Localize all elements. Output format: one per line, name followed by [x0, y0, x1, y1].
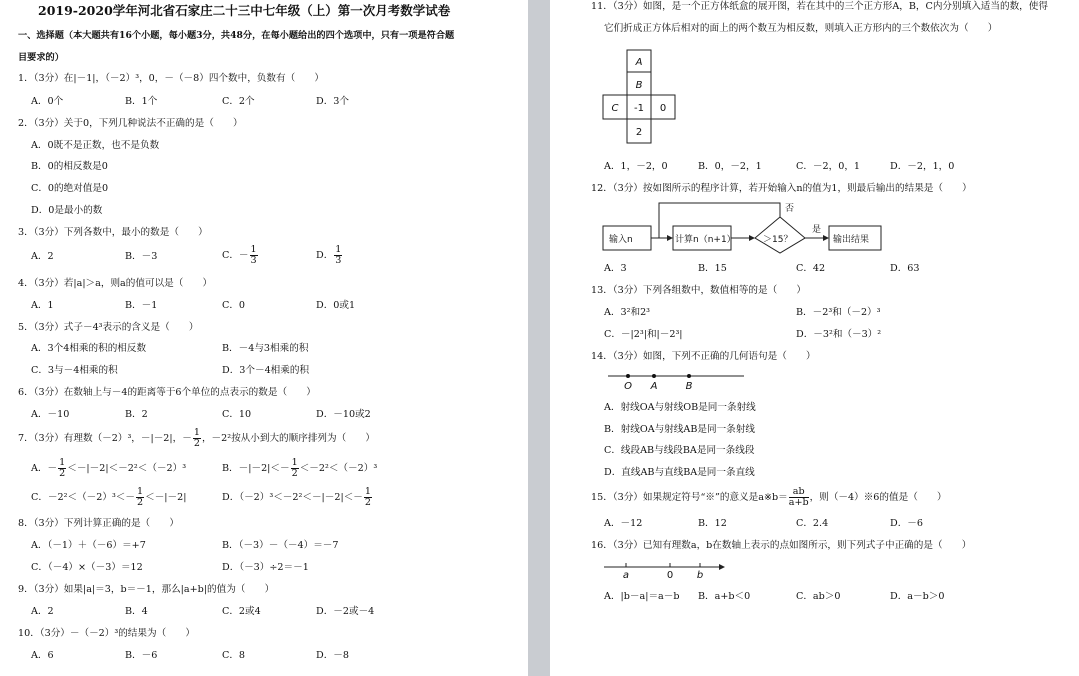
page-title: 2019-2020学年河北省石家庄二十三中七年级（上）第一次月考数学试卷 [38, 3, 451, 18]
net-cell-zero: 0 [659, 103, 667, 114]
number-line-b: b [696, 570, 704, 581]
number-line-figure [602, 560, 727, 582]
q7-option-c: C．－2²＜（－2）³＜－ $\frac{1}{2}$ ＜－|－2| [31, 486, 187, 508]
q3-option-a: A．2 [31, 251, 54, 262]
q16-option-a: A．|b－a|＝a－b [604, 591, 680, 602]
flow-box-output: 输出结果 [833, 235, 870, 245]
q4-option-c: C．0 [222, 300, 246, 311]
q9-stem: 9．（3分）如果|a|＝3，b＝－1，那么|a+b|的值为（ ） [18, 584, 275, 595]
q2-stem: 2．（3分）关于0，下列几种说法不正确的是（ ） [18, 118, 243, 129]
cube-net-figure [600, 45, 680, 153]
q15-option-a: A．－12 [604, 518, 643, 529]
q7-option-d: D．（－2）³＜－2²＜－|－2|＜－ $\frac{1}{2}$ [222, 486, 372, 508]
fraction: $\frac{1}{2}$ [364, 486, 372, 508]
q10-stem: 10．（3分）－（－2）³的结果为（ ） [18, 628, 195, 639]
q16-option-d: D．a－b＞0 [890, 591, 945, 602]
q2-option-c: C．0的绝对值是0 [31, 183, 109, 194]
q3-stem: 3．（3分）下列各数中，最小的数是（ ） [18, 227, 208, 238]
q14-option-c: C．线段AB与线段BA是同一条线段 [604, 445, 755, 456]
q12-option-d: D．63 [890, 263, 920, 274]
number-line-a: a [622, 570, 630, 581]
q15-option-c: C．2.4 [796, 518, 829, 529]
fraction: $\frac{ab}{a+b}$ [788, 486, 809, 508]
q5-option-d: D．3个－4相乘的积 [222, 365, 310, 376]
q14-option-d: D．直线AB与直线BA是同一条直线 [604, 467, 755, 478]
flow-label-no: 否 [785, 204, 795, 214]
flow-condition: ＞15？ [763, 235, 793, 245]
q14-option-a: A．射线OA与射线OB是同一条射线 [604, 402, 756, 413]
q7-option-b: B．－|－2|＜－ $\frac{1}{2}$ ＜－2²＜（－2）³ [222, 457, 378, 479]
q11-option-d: D．－2，1，0 [890, 161, 955, 172]
point-o-label: O [624, 381, 632, 392]
q10-option-b: B．－6 [125, 650, 158, 661]
q1-option-c: C．2个 [222, 96, 255, 107]
flow-box-input: 输入n [609, 235, 633, 245]
q4-option-b: B．－1 [125, 300, 158, 311]
q10-option-d: D．－8 [316, 650, 349, 661]
net-cell-b: B [635, 80, 643, 91]
q11-option-b: B．0，－2，1 [698, 161, 762, 172]
section-heading-cont: 目要求的） [18, 52, 64, 63]
q12-option-a: A．3 [604, 263, 627, 274]
q10-option-a: A．6 [31, 650, 54, 661]
q15-option-b: B．12 [698, 518, 727, 529]
q1-option-a: A．0个 [31, 96, 64, 107]
fraction: $\frac{1}{2}$ [291, 457, 298, 479]
fraction: $\frac{1}{2}$ [59, 457, 66, 479]
q5-stem: 5．（3分）式子－4³表示的含义是（ ） [18, 322, 199, 333]
q10-option-c: C．8 [222, 650, 246, 661]
q5-option-c: C．3与－4相乘的积 [31, 365, 118, 376]
q4-stem: 4．（3分）若|a|＞a，则a的值可以是（ ） [18, 278, 213, 289]
ray-figure [606, 370, 746, 392]
q9-option-a: A．2 [31, 606, 54, 617]
net-cell-minus-one: -1 [634, 103, 644, 114]
q14-stem: 14．（3分）如图，下列不正确的几何语句是（ ） [591, 351, 816, 362]
net-cell-two: 2 [635, 127, 643, 138]
fraction: $\frac{1}{3}$ [250, 244, 257, 266]
q9-option-b: B．4 [125, 606, 148, 617]
q13-option-c: C．－|2³|和|－2³| [604, 329, 683, 340]
q13-option-a: A．3²和2³ [604, 307, 651, 318]
q7-option-a: A．－ $\frac{1}{2}$ ＜－|－2|＜－2²＜（－2）³ [31, 457, 187, 479]
q6-option-c: C．10 [222, 409, 252, 420]
q9-option-c: C．2或4 [222, 606, 261, 617]
q1-stem: 1．（3分）在|－1|，（－2）³，0，－（－8）四个数中，负数有（ ） [18, 73, 324, 84]
q5-option-a: A．3个4相乘的积的相反数 [31, 343, 147, 354]
q15-option-d: D．－6 [890, 518, 923, 529]
flow-box-calc: 计算n（n+1） [675, 235, 736, 245]
flowchart-figure [600, 198, 890, 254]
q12-option-b: B．15 [698, 263, 727, 274]
flow-label-yes: 是 [812, 225, 822, 235]
q8-option-b: B．（－3）－（－4）＝－7 [222, 540, 339, 551]
q13-option-b: B．－2³和（－2）³ [796, 307, 881, 318]
q14-option-b: B．射线OA与射线AB是同一条射线 [604, 424, 755, 435]
q6-option-d: D．－10或2 [316, 409, 371, 420]
q4-option-a: A．1 [31, 300, 54, 311]
page-gap [528, 0, 550, 676]
point-b-label: B [685, 381, 693, 392]
number-line-zero: 0 [666, 570, 674, 581]
q11-option-c: C．－2，0，1 [796, 161, 861, 172]
point-a-label: A [650, 381, 658, 392]
net-cell-c: C [611, 103, 619, 114]
q8-option-c: C．（－4）×（－3）＝12 [31, 562, 143, 573]
q13-option-d: D．－3²和（－3）² [796, 329, 882, 340]
net-cell-a: A [635, 57, 643, 68]
q12-option-c: C．42 [796, 263, 826, 274]
q8-stem: 8．（3分）下列计算正确的是（ ） [18, 518, 179, 529]
fraction: $\frac{1}{2}$ [193, 427, 200, 449]
q3-option-b: B．－3 [125, 251, 158, 262]
q9-option-d: D．－2或－4 [316, 606, 375, 617]
q8-option-d: D．（－3）÷2＝－1 [222, 562, 309, 573]
q16-stem: 16．（3分）已知有理数a，b在数轴上表示的点如图所示，则下列式子中正确的是（ ） [591, 540, 972, 551]
q13-stem: 13．（3分）下列各组数中，数值相等的是（ ） [591, 285, 806, 296]
q2-option-a: A．0既不是正数，也不是负数 [31, 140, 160, 151]
q11-option-a: A．1，－2，0 [604, 161, 668, 172]
q2-option-b: B．0的相反数是0 [31, 161, 108, 172]
document-page-left [0, 0, 528, 676]
q16-option-b: B．a+b＜0 [698, 591, 751, 602]
q6-stem: 6．（3分）在数轴上与－4的距离等于6个单位的点表示的数是（ ） [18, 387, 316, 398]
q8-option-a: A．（－1）＋（－6）＝+7 [31, 540, 146, 551]
q1-option-b: B．1个 [125, 96, 158, 107]
q6-option-b: B．2 [125, 409, 148, 420]
fraction: $\frac{1}{2}$ [137, 486, 144, 508]
q6-option-a: A．－10 [31, 409, 70, 420]
q3-option-c: C．－ $\frac{1}{3}$ [222, 244, 257, 266]
q2-option-d: D．0是最小的数 [31, 205, 103, 216]
q5-option-b: B．－4与3相乘的积 [222, 343, 309, 354]
q1-option-d: D．3个 [316, 96, 349, 107]
q15-stem: 15．（3分）如果规定符号“※”的意义是a※b＝ $\frac{ab}{a+b}$ ，则（－4）※6的值是（ ） [591, 486, 947, 508]
document-page-right [550, 0, 1079, 676]
q12-stem: 12．（3分）按如图所示的程序计算，若开始输入n的值为1，则最后输出的结果是（ ） [591, 183, 972, 194]
q7-stem: 7．（3分）有理数（－2）³，－|－2|，－ $\frac{1}{2}$ ，－2²按从小到大的顺序排列为（ ） [18, 427, 375, 449]
q4-option-d: D．0或1 [316, 300, 356, 311]
q16-option-c: C．ab＞0 [796, 591, 841, 602]
q11-stem: 11．（3分）如图，是一个正方体纸盒的展开图，若在其中的三个正方形A，B，C内分别填入适当的数，使得 [591, 1, 1048, 12]
q11-stem-cont: 它们折成正方体后相对的面上的两个数互为相反数，则填入正方形内的三个数依次为（ ） [604, 23, 998, 34]
fraction: $\frac{1}{3}$ [335, 244, 342, 266]
section-heading: 一、选择题（本大题共有16个小题，每小题3分，共48分，在每小题给出的四个选项中，只有一项是符合题 [18, 30, 455, 41]
q3-option-d: D． $\frac{1}{3}$ [316, 244, 342, 266]
